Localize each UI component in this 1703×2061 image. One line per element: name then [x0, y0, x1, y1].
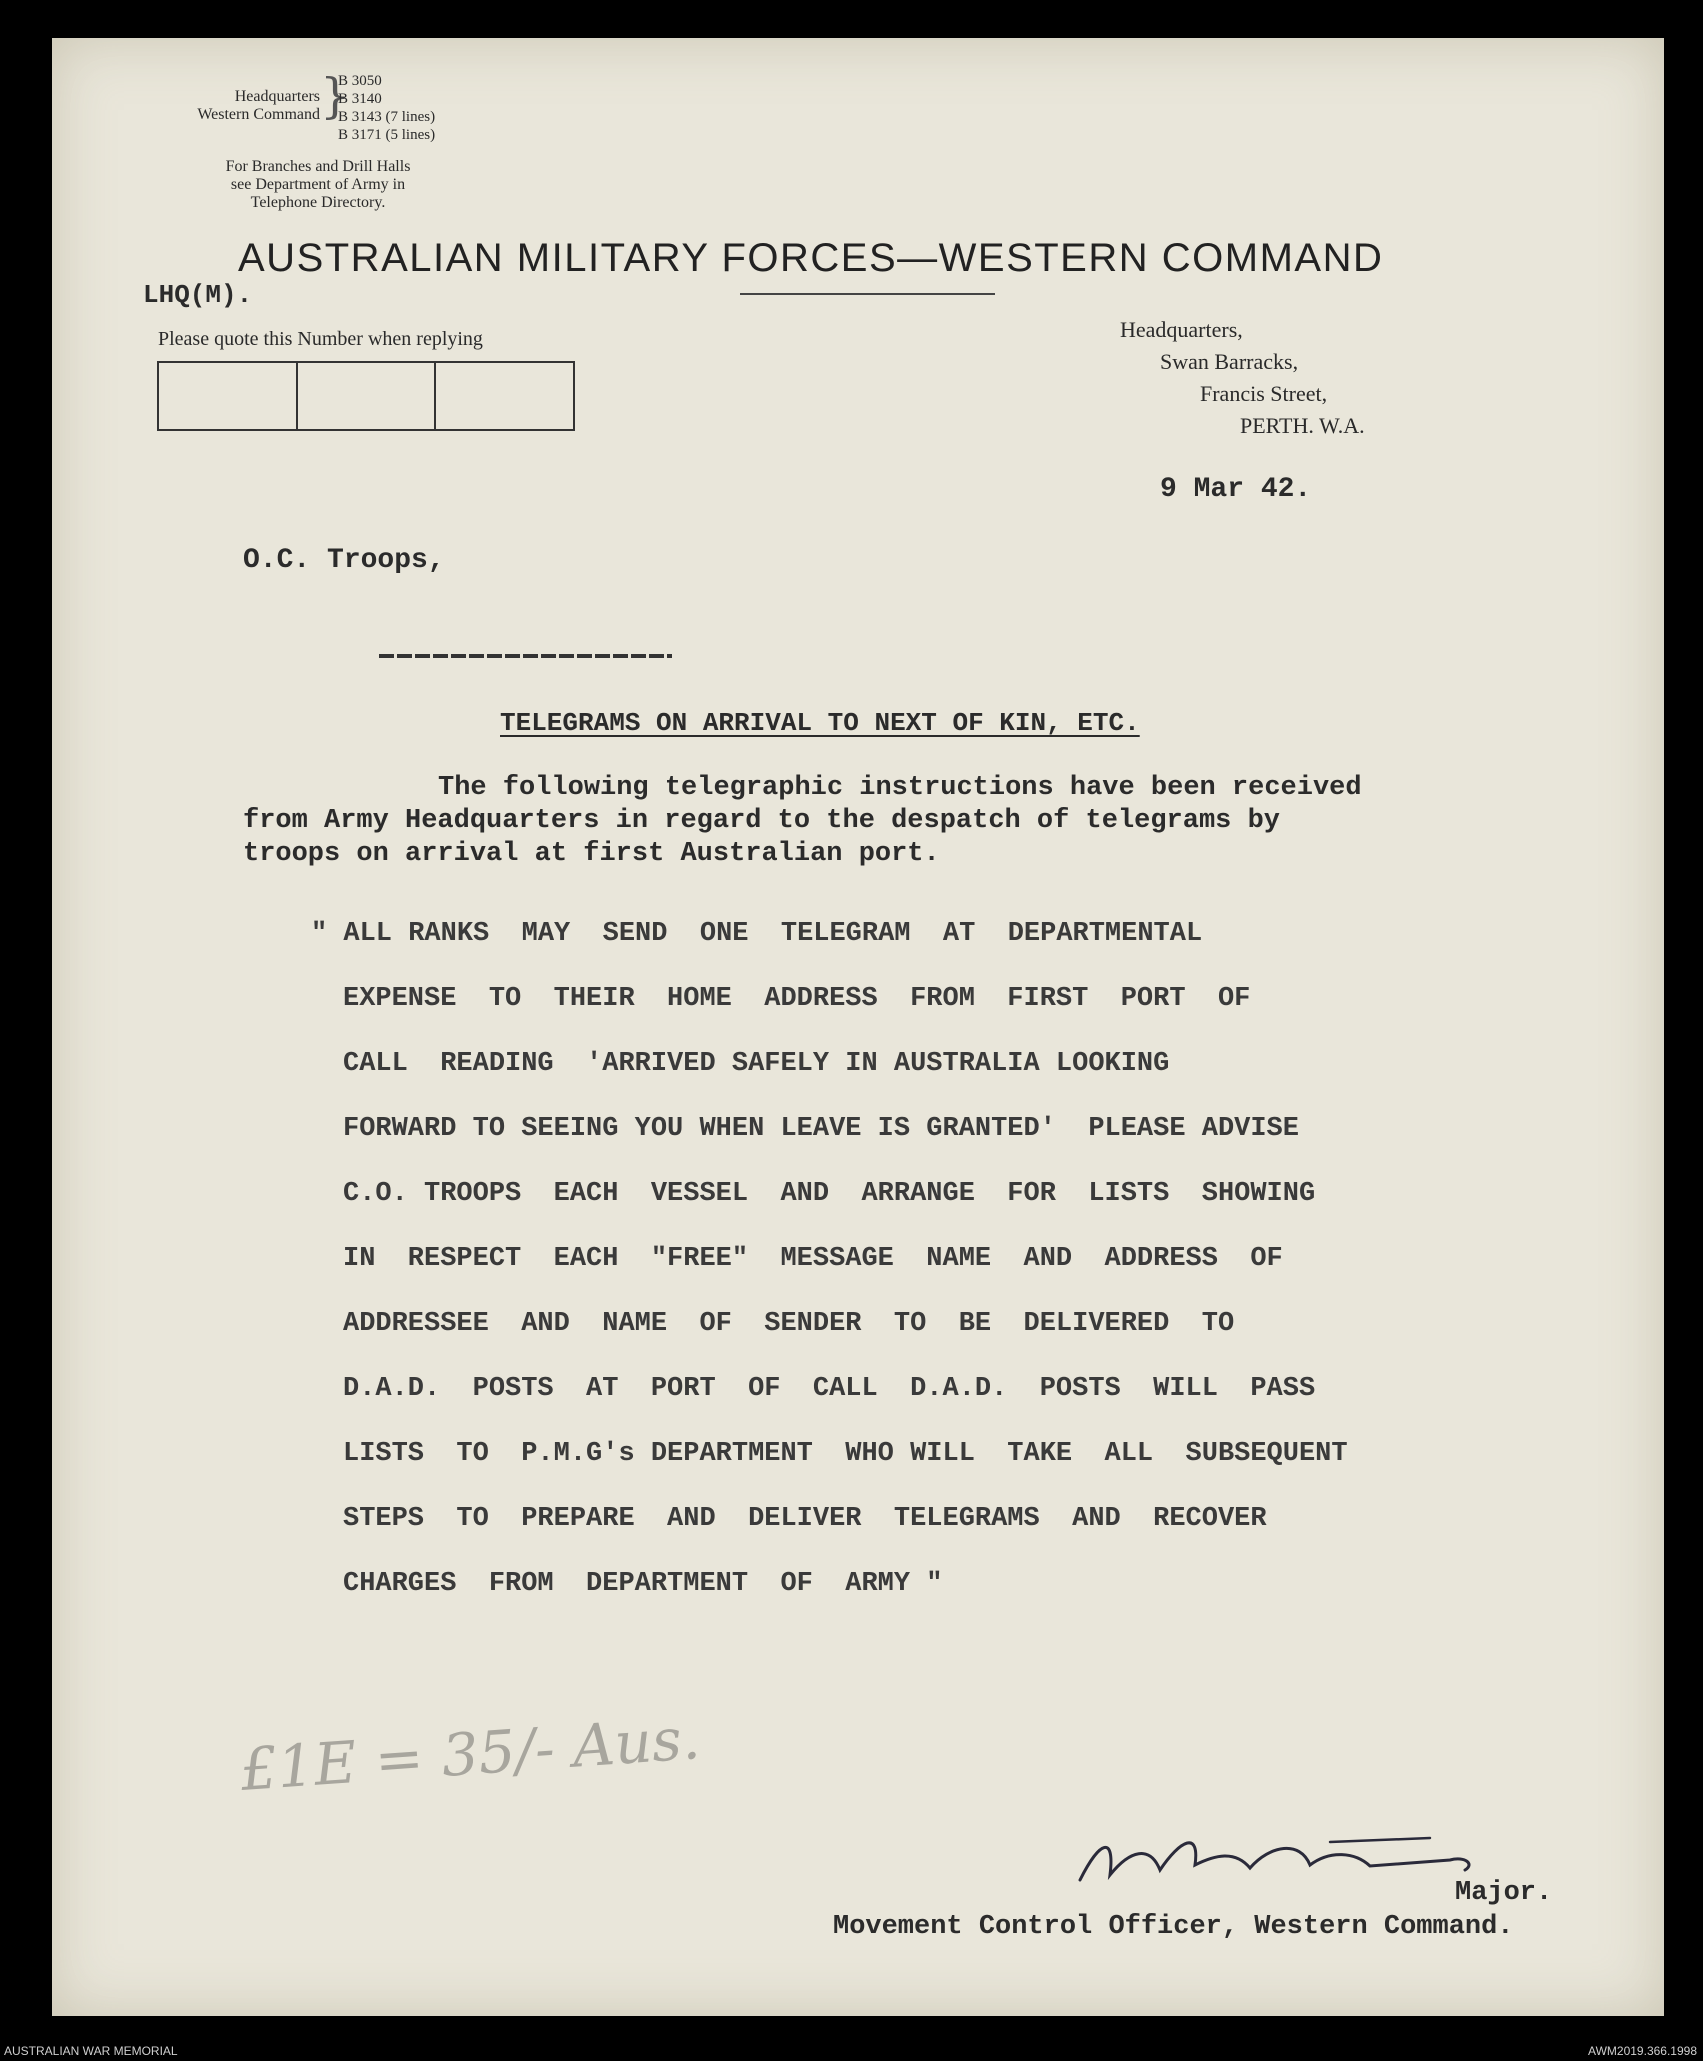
- address-line: PERTH. W.A.: [1240, 413, 1365, 438]
- letter-page: [52, 38, 1664, 2016]
- intro-paragraph: [243, 772, 1573, 871]
- phone-numbers: [338, 72, 435, 144]
- footer-credit: AUSTRALIAN WAR MEMORIAL: [4, 2044, 178, 2058]
- telegram-line: FORWARD TO SEEING YOU WHEN LEAVE IS GRANTED' PLEASE ADVISE: [343, 1114, 1299, 1144]
- telegram-text: [311, 902, 1623, 1617]
- telegram-line: EXPENSE TO THEIR HOME ADDRESS FROM FIRST PORT OF: [343, 984, 1251, 1014]
- hq-line-2: Western Command: [197, 106, 320, 123]
- letterhead-rule: [740, 293, 995, 295]
- telegram-line: LISTS TO P.M.G's DEPARTMENT WHO WILL TAKE ALL SUBSEQUENT: [343, 1439, 1348, 1469]
- letter-date: 9 Mar 42.: [1160, 474, 1312, 505]
- reference-box-cell: [159, 363, 298, 429]
- sender-address: [1120, 314, 1365, 442]
- intro-line: troops on arrival at first Australian port.: [243, 839, 940, 869]
- telegram-line: C.O. TROOPS EACH VESSEL AND ARRANGE FOR LISTS SHOWING: [343, 1179, 1316, 1209]
- reference-box-cell: [298, 363, 437, 429]
- letterhead-title: AUSTRALIAN MILITARY FORCES—WESTERN COMMAND: [238, 236, 1384, 280]
- subject-heading: TELEGRAMS ON ARRIVAL TO NEXT OF KIN, ETC.: [500, 708, 1140, 738]
- phone-number: B 3171 (5 lines): [338, 127, 436, 143]
- branches-line-1: For Branches and Drill Halls: [225, 158, 411, 175]
- address-line: Swan Barracks,: [1160, 349, 1299, 374]
- telegram-line: D.A.D. POSTS AT PORT OF CALL D.A.D. POSTS WILL PASS: [343, 1374, 1316, 1404]
- intro-line: The following telegraphic instructions have been received: [438, 773, 1362, 803]
- dashed-separator: [379, 654, 672, 658]
- telegram-line: CHARGES FROM DEPARTMENT OF ARMY ": [343, 1569, 943, 1599]
- brace-glyph: }: [320, 68, 351, 124]
- phone-block-headquarters: [185, 88, 320, 124]
- telegram-line: CALL READING 'ARRIVED SAFELY IN AUSTRALIA LOOKING: [343, 1049, 1170, 1079]
- pencil-annotation: £1E = 35/- Aus.: [238, 1704, 703, 1804]
- phone-number: B 3143 (7 lines): [338, 109, 436, 125]
- address-line: Francis Street,: [1200, 381, 1328, 406]
- telegram-line: " ALL RANKS MAY SEND ONE TELEGRAM AT DEPARTMENTAL: [311, 919, 1203, 949]
- telegram-line: ADDRESSEE AND NAME OF SENDER TO BE DELIVERED TO: [343, 1309, 1235, 1339]
- branches-line-3: Telephone Directory.: [250, 194, 386, 211]
- reference-code: LHQ(M).: [143, 280, 253, 310]
- signatory-title: Movement Control Officer, Western Command.: [833, 1912, 1514, 1942]
- handwritten-signature: [1070, 1820, 1510, 1900]
- phone-number: B 3140: [338, 91, 382, 107]
- signatory-rank: Major.: [1455, 1878, 1553, 1908]
- addressee: O.C. Troops,: [243, 545, 445, 576]
- hq-line-1: Headquarters: [234, 88, 320, 105]
- branches-note: [183, 158, 453, 212]
- phone-number: B 3050: [338, 73, 382, 89]
- branches-line-2: see Department of Army in: [230, 176, 406, 193]
- reference-number-boxes: [157, 361, 575, 431]
- reference-box-cell: [436, 363, 573, 429]
- footer-accession-number: AWM2019.366.1998: [1588, 2044, 1697, 2058]
- address-line: Headquarters,: [1120, 317, 1243, 342]
- telegram-line: IN RESPECT EACH "FREE" MESSAGE NAME AND ADDRESS OF: [343, 1244, 1283, 1274]
- quote-number-label: Please quote this Number when replying: [158, 328, 483, 350]
- telegram-line: STEPS TO PREPARE AND DELIVER TELEGRAMS AND RECOVER: [343, 1504, 1267, 1534]
- intro-line: from Army Headquarters in regard to the despatch of telegrams by: [243, 806, 1280, 836]
